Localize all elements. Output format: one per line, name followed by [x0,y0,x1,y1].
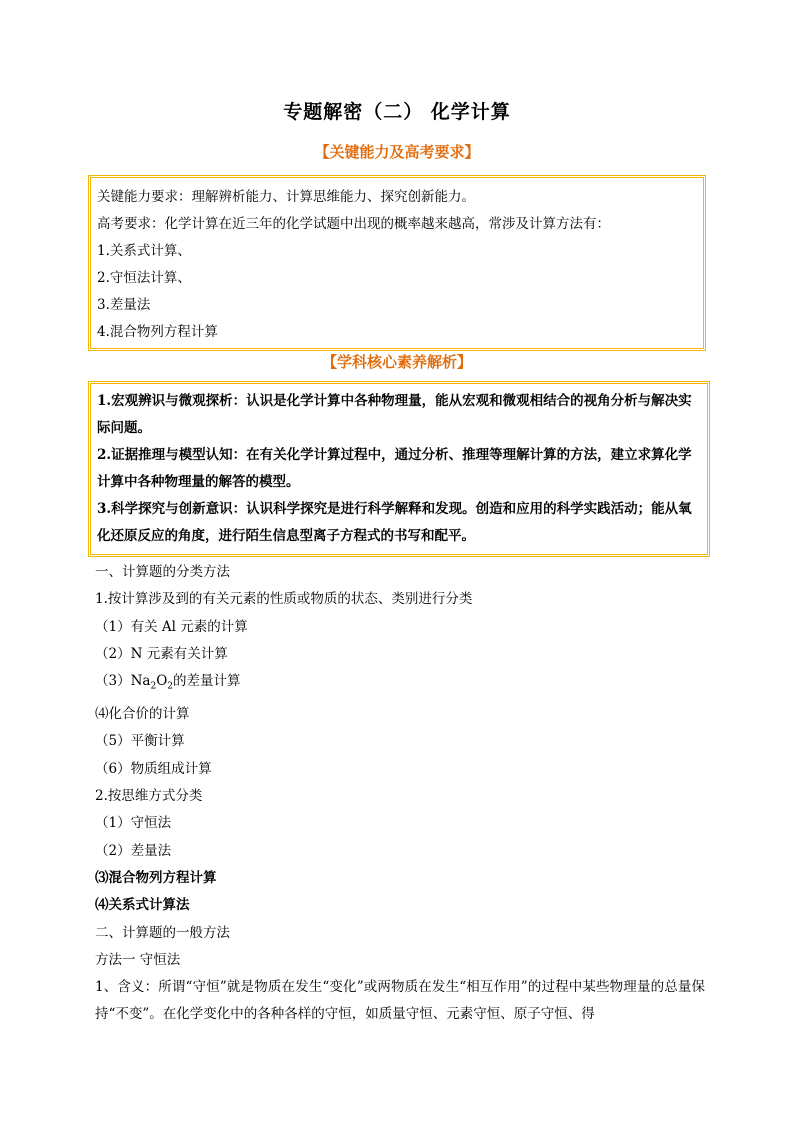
box1-line: 2.守恒法计算、 [97,270,191,286]
list-item-na2o2 [95,668,705,701]
list-item: ⑷化合价的计算 [95,706,190,723]
list-item: （6）物质组成计算 [95,760,212,777]
list-item: （2）N 元素有关计算 [95,645,228,662]
classification-by-thinking: 2.按思维方式分类 [95,788,203,805]
body-text [95,559,705,1029]
box1-line: 3.差量法 [97,297,151,313]
box2-paragraph: 2.证据推理与模型认知：在有关化学计算过程中，通过分析、推理等理解计算的方法，建立求算化学计算中各种物理量的解答的模型。 [97,447,692,490]
box1-line: 4.混合物列方程计算 [97,324,218,340]
definition-paragraph: 1、含义：所谓“守恒”就是物质在发生“变化”或两物质在发生“相互作用”的过程中某些物理量的总量保持“不变”。在化学变化中的各种各样的守恒，如质量守恒、元素守恒、原子守恒、得 [95,979,705,1023]
na2o2-prefix: （3）Na [95,673,151,690]
list-item: （1）守恒法 [95,815,172,832]
key-abilities-box [88,175,706,351]
section-title-key-abilities: 【关键能力及高考要求】 [314,143,480,161]
list-item: （1）有关 Al 元素的计算 [95,618,248,635]
box1-line: 关键能力要求：理解辨析能力、计算思维能力、探究创新能力。 [97,189,475,205]
heading-classification: 一、计算题的分类方法 [95,564,230,580]
box1-line: 高考要求：化学计算在近三年的化学试题中出现的概率越来越高，常涉及计算方法有： [97,216,610,232]
page-title: 专题解密（二） 化学计算 [283,101,511,123]
list-item: ⑷关系式计算法 [95,897,190,914]
box1-line: 1.关系式计算、 [97,243,191,259]
core-literacy-box [88,381,710,557]
list-item: （5）平衡计算 [95,733,185,750]
method-one-title: 方法一 守恒法 [95,951,181,968]
na2o2-mid: O [156,673,168,690]
subscript: 2 [167,681,173,692]
box2-paragraph: 3.科学探究与创新意识：认识科学探究是进行科学解释和发现。创造和应用的科学实践活动；能从氧化还原反应的角度，进行陌生信息型离子方程式的书写和配平。 [97,501,692,544]
section-title-core-literacy: 【学科核心素养解析】 [321,353,472,371]
heading-general-methods: 二、计算题的一般方法 [95,924,230,941]
list-item: （2）差量法 [95,842,172,859]
list-item: ⑶混合物列方程计算 [95,869,217,886]
classification-by-element: 1.按计算涉及到的有关元素的性质或物质的状态、类别进行分类 [95,591,473,608]
subscript: 2 [150,681,157,692]
na2o2-suffix: 的差量计算 [173,673,241,690]
box2-paragraph: 1.宏观辨识与微观探析：认识是化学计算中各种物理量，能从宏观和微观相结合的视角分析与解决实际问题。 [97,393,692,436]
